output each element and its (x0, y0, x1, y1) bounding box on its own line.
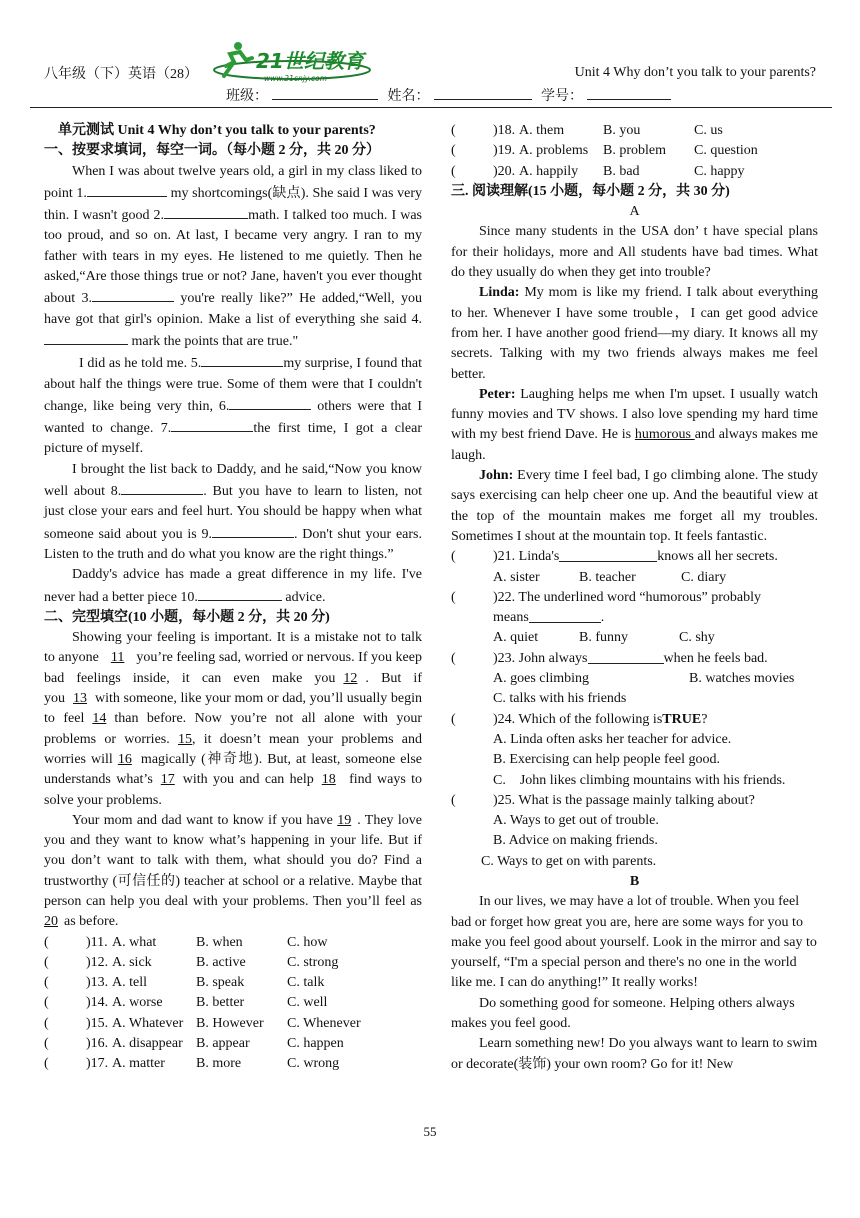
q22-blank[interactable] (529, 608, 601, 623)
option-c[interactable]: C. strong (287, 954, 339, 970)
section1-paragraph-2: I did as he told me. 5. my surprise, I found that about half the things were true. Some of them were that I couldn't change, like being very thin, 6. others were that I wanted to change. 7. the first time, I got a clear picture of myself. (44, 352, 422, 459)
test-title: 单元测试 Unit 4 Why don’t you talk to your parents? (58, 123, 376, 138)
passage-b-paragraph-1: In our lives, we may have a lot of trouble. When you feel bad or forget how great you are, here are some ways for you to make you feel good about yourself. Look in the mirror and say to yourself, “I'm a special person and there's no one in the world like me. I can do anything!” It really works! (451, 894, 817, 991)
option-a[interactable]: A. worse (112, 995, 163, 1011)
option-a[interactable]: A. matter (112, 1056, 165, 1072)
id-label: 学号： (541, 89, 583, 104)
blank-2[interactable] (164, 204, 248, 219)
blank-4[interactable] (44, 330, 128, 345)
question-number: )14. (86, 995, 109, 1011)
left-column (44, 121, 422, 1075)
passage-a-intro: Since many students in the USA don’ t have special plans for their holidays, more and All students have bad times. What do they usually do when they get into trouble? (451, 224, 818, 281)
option-c[interactable]: C. Whenever (287, 1015, 361, 1031)
question-25: ( )25. What is the passage mainly talking about? A. Ways to get out of trouble. B. Advice on making friends. C. Ways to get on with parents. (451, 792, 755, 869)
cloze-blank-20: 20 (44, 914, 58, 930)
answer-paren: ( (44, 934, 49, 950)
question-number: )19. (493, 143, 516, 159)
header-grade-label: 八年级（下）英语（28） (44, 67, 198, 82)
cloze-blank-17: 17 (160, 772, 175, 788)
option-a[interactable]: A. sick (112, 954, 152, 970)
answer-paren: ( (451, 143, 456, 159)
cloze-question-row (44, 1034, 422, 1054)
question-number: )17. (86, 1056, 109, 1072)
option-c[interactable]: C. happy (694, 163, 745, 179)
option-c[interactable]: C. us (694, 123, 723, 138)
passage-a-john: John: Every time I feel bad, I go climbing alone. The study says exercising can help cheer one up. And the beautiful view at the top of the mountain makes me forget all my troubles. Sometimes I shout at the mountain top. It feels fantastic. (451, 468, 818, 544)
name-label: 姓名： (387, 89, 430, 104)
cloze-questions-continued (451, 121, 818, 182)
question-number: )18. (493, 123, 516, 138)
question-number: )13. (86, 975, 109, 991)
question-number: )15. (86, 1015, 109, 1031)
cloze-blank-11: 11 (110, 650, 125, 666)
class-label: 班级： (226, 89, 268, 104)
option-a[interactable]: A. tell (112, 975, 147, 991)
answer-paren: ( (451, 123, 456, 138)
answer-paren: ( (44, 1056, 49, 1072)
header-divider (30, 107, 832, 108)
option-b[interactable]: B. problem (603, 143, 666, 159)
option-c[interactable]: C. question (694, 143, 758, 159)
section2-paragraph-1: Showing your feeling is important. It is a mistake not to talk to anyone 11 you’re feeling sad, worried or nervous. If you keep bad feelings inside, it can even make you 12 . But if you 13 with someone, like your mom or dad, you’ll usually begin to feel 14 than before. Now you’re not all alone with your problems or worries. 15, it doesn’t mean your problems and worries will 16 magically (神奇地). But, at least, someone else understands what’s 17 with you and can help 18 find ways to solve your problems. (44, 630, 422, 808)
cloze-blank-19: 19 (337, 812, 352, 828)
option-b[interactable]: B. appear (196, 1036, 250, 1052)
underlined-word-humorous: humorous (634, 427, 695, 443)
option-a[interactable]: A. happily (519, 163, 579, 179)
answer-paren: ( (44, 975, 49, 991)
passage-a-label: A (629, 204, 640, 220)
passage-b-label: B (629, 873, 640, 889)
section1-paragraph-4: Daddy's advice has made a great difference in my life. I've never had a better piece 10. advice. (44, 567, 422, 605)
question-23: ( )23. John always when he feels bad. A. goes climbing B. watches movies C. talks with his friends (451, 650, 795, 707)
right-column (451, 121, 818, 1075)
option-b[interactable]: B. bad (603, 163, 640, 179)
passage-b-paragraph-3: Learn something new! Do you always want to learn to swim or decorate(装饰) your own room? Go for it! New (451, 1036, 818, 1072)
cloze-blank-18: 18 (321, 772, 336, 788)
blank-8[interactable] (121, 480, 203, 495)
option-b[interactable]: B. speak (196, 975, 245, 991)
blank-1[interactable] (87, 182, 167, 197)
section3-title: 三. 阅读理解(15 小题，每小题 2 分，共 30 分) (451, 183, 730, 199)
option-b[interactable]: B. However (196, 1015, 264, 1031)
question-24: ( )24. Which of the following is TRUE ? A. Linda often asks her teacher for advice. B. Exercising can help people feel good. C. John likes climbing mountains with his friends. (451, 711, 786, 788)
site-logo (206, 40, 376, 84)
section2-paragraph-2: Your mom and dad want to know if you have 19 . They love you and they want to know what’s happening in your life. But if you don’t want to talk with them, what should you do? Find a trustworthy (可信任的) teacher at school or a relative. Maybe that person can help you deal with your problems. Then you’ll feel as 20 as before. (44, 812, 422, 930)
answer-paren: ( (44, 995, 49, 1011)
option-b[interactable]: B. when (196, 934, 243, 950)
blank-9[interactable] (212, 523, 294, 538)
cloze-question-row (44, 993, 422, 1013)
option-a[interactable]: A. what (112, 934, 157, 950)
question-22: ( )22. The underlined word “humorous” probably means . A. quiet B. funny C. shy (451, 589, 762, 646)
option-c[interactable]: C. wrong (287, 1056, 340, 1072)
section1-paragraph-1: When I was about twelve years old, a girl in my class liked to point 1. my shortcomings(缺点). She said I was very thin. I wasn't good 2. math. I talked too much. I was too proud, and so on. At last, I became very angry. I ran to my father with tears in my eyes. He listened to me quietly. Then he asked,“Are those things true or not? Jane, haven't you ever thought about 3. you're really like?” He added,“Well, you have got that girl's opinion. Make a list of everything she said 4. mark the points that are true." (44, 163, 422, 349)
passage-a-peter: Peter: Laughing helps me when I'm upset. I usually watch funny movies and TV shows. I also love spending my hard time with my best friend Dave. He is humorous and always makes me laugh. (451, 386, 818, 463)
section1-title: 一、按要求填词，每空一词。（每小题 2 分，共 20 分） (44, 143, 380, 159)
option-c[interactable]: C. happen (287, 1036, 344, 1052)
option-b[interactable]: B. better (196, 995, 245, 1011)
question-number: )12. (86, 954, 109, 970)
blank-3[interactable] (92, 287, 174, 302)
cloze-question-row (44, 1014, 422, 1034)
cloze-questions (44, 933, 422, 1075)
option-c[interactable]: C. talk (287, 975, 325, 991)
cloze-question-row (44, 1054, 422, 1074)
name-field[interactable] (434, 86, 532, 100)
answer-paren: ( (44, 1036, 49, 1052)
cloze-blank-13: 13 (73, 691, 87, 707)
blank-6[interactable] (229, 395, 311, 410)
cloze-question-row (451, 141, 818, 161)
class-field[interactable] (272, 86, 378, 100)
cloze-question-row (44, 973, 422, 993)
cloze-blank-12: 12 (343, 670, 358, 686)
question-number: )11. (86, 934, 108, 950)
id-field[interactable] (587, 86, 671, 100)
passage-a-linda: Linda: My mom is like my friend. I talk about everything to her. Whenever I have some trouble，I can get good advice from her. I have another good friend—my diary. It knows all my secrets. Talking with my two friends always makes me feel better. (451, 285, 818, 382)
svg-text:21世纪教育: 21世纪教育 (256, 49, 364, 73)
question-21: ( )21. Linda's knows all her secrets. A. sister B. teacher C. diary (451, 549, 778, 585)
option-a[interactable]: A. problems (519, 143, 589, 159)
cloze-question-row (451, 162, 818, 182)
passage-b-paragraph-2: Do something good for someone. Helping others always makes you feel good. (451, 995, 795, 1032)
header-unit-title: Unit 4 Why don’t you talk to your parents? (574, 65, 816, 80)
option-b[interactable]: B. active (196, 954, 246, 970)
answer-paren: ( (451, 163, 456, 179)
answer-paren: ( (44, 954, 49, 970)
cloze-blank-15: 15 (178, 731, 192, 747)
question-number: )16. (86, 1036, 109, 1052)
blank-10[interactable] (198, 586, 282, 601)
svg-text:www.21cnjy.com: www.21cnjy.com (264, 74, 328, 83)
cloze-blank-14: 14 (92, 711, 107, 727)
q23-blank[interactable] (588, 649, 664, 664)
option-b[interactable]: B. you (603, 123, 641, 138)
option-b[interactable]: B. more (196, 1056, 242, 1072)
option-a[interactable]: A. Whatever (112, 1015, 184, 1031)
page-number: 55 (423, 1124, 437, 1139)
cloze-blank-16: 16 (117, 751, 132, 767)
cloze-question-row (451, 121, 818, 141)
cloze-question-row (44, 933, 422, 953)
blank-7[interactable] (171, 417, 253, 432)
cloze-question-row (44, 953, 422, 973)
option-c[interactable]: C. well (287, 995, 328, 1011)
question-number: )20. (493, 163, 516, 179)
answer-paren: ( (44, 1015, 49, 1031)
q21-blank[interactable] (559, 547, 657, 562)
section1-paragraph-3: I brought the list back to Daddy, and he said,“Now you know well about 8. . But you have to learn to listen, not just close your ears and feel hurt. You should be happy when what someone said about you is 9. . Don't shut your ears. Listen to the truth and do what you know are the right things.” (44, 461, 422, 562)
blank-5[interactable] (201, 352, 283, 367)
option-c[interactable]: C. how (287, 934, 328, 950)
option-a[interactable]: A. them (519, 123, 565, 138)
header-student-fields (226, 85, 677, 105)
option-a[interactable]: A. disappear (112, 1036, 183, 1052)
section2-title: 二、完型填空(10 小题，每小题 2 分，共 20 分) (44, 609, 330, 625)
